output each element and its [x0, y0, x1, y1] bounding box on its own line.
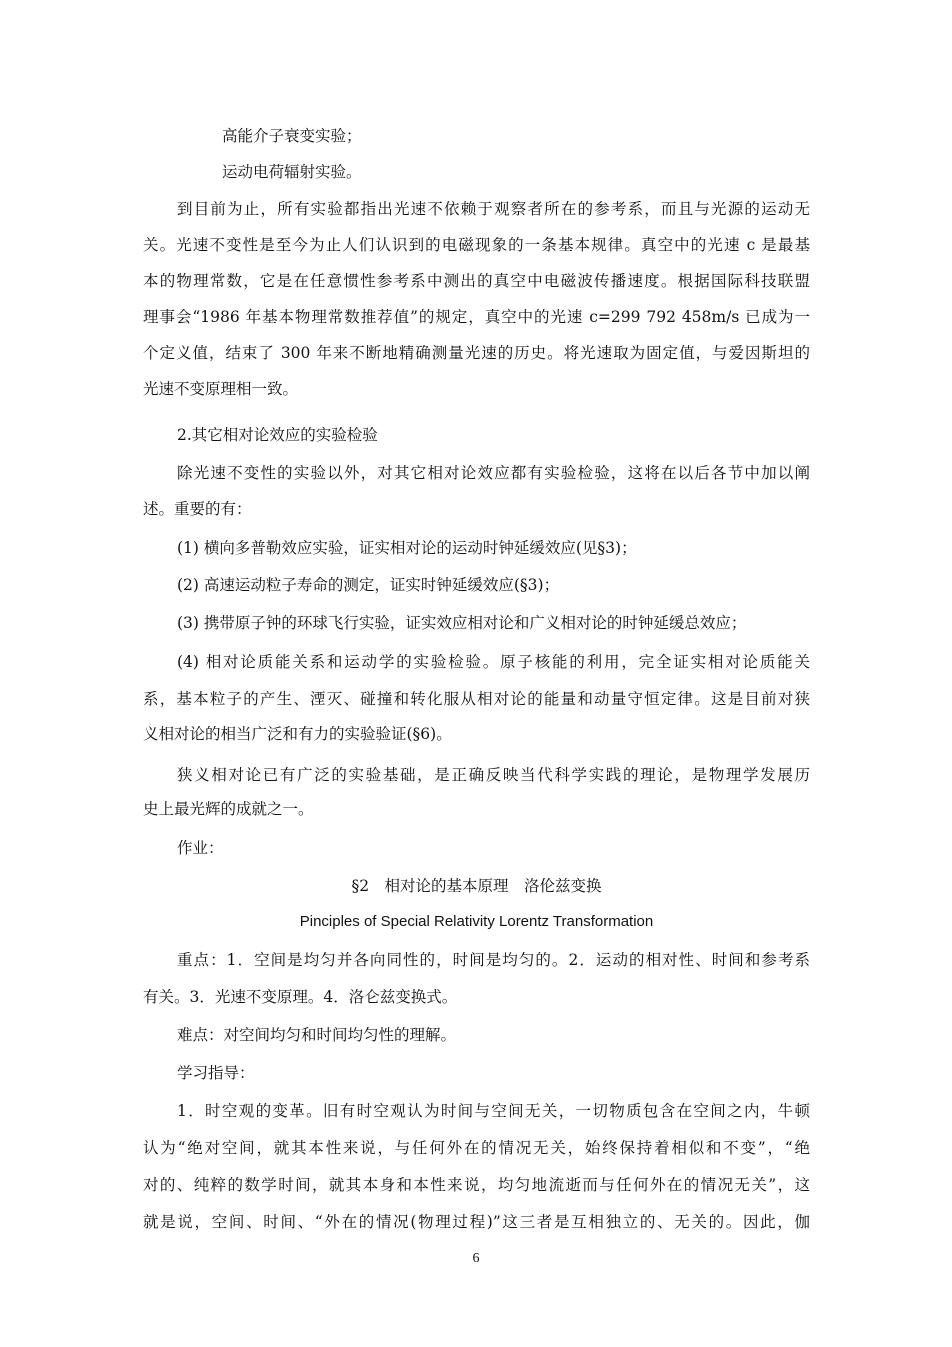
- text-line: 对的、纯粹的数学时间，就其本身和本性来说，均匀地流逝而与任何外在的情况无关”，这: [143, 1176, 810, 1194]
- paragraph-summary: [143, 765, 810, 785]
- text-line: 系，基本粒子的产生、湮灭、碰撞和转化服从相对论的能量和动量守恒定律。这是目前对狭: [143, 690, 810, 708]
- text-line: 述。重要的有：: [143, 500, 252, 518]
- text-line: 狭义相对论已有广泛的实验基础，是正确反映当代科学实践的理论，是物理学发展历: [177, 766, 810, 784]
- list-item-1: (1) 横向多普勒效应实验，证实相对论的运动时钟延缓效应(见§3)；: [177, 539, 637, 557]
- list-item-4: [143, 652, 810, 709]
- text-line: 本的物理常数，它是在任意惯性参考系中测出的真空中电磁波传播速度。根据国际科技联盟: [143, 272, 810, 290]
- section-title: §2 相对论的基本原理 洛伦兹变换: [351, 877, 602, 895]
- text-line: 史上最光辉的成就之一。: [143, 800, 314, 818]
- text-line: (4) 相对论质能关系和运动学的实验检验。原子核能的利用，完全证实相对论质能关: [177, 653, 810, 671]
- paragraph-light-speed: [143, 199, 810, 379]
- subsection-heading: 2.其它相对论效应的实验检验: [177, 426, 378, 444]
- text-line: 光速不变原理相一致。: [143, 380, 299, 398]
- text-line: 认为“绝对空间，就其本性来说，与任何外在的情况无关，始终保持着相似和不变”，“绝: [143, 1139, 810, 1157]
- text-line: 义相对论的相当广泛和有力的实验验证(§6)。: [143, 725, 452, 743]
- list-item-3: (3) 携带原子钟的环球飞行实验，证实效应相对论和广义相对论的时钟延缓总效应；: [177, 614, 747, 632]
- text-line: 理事会“1986 年基本物理常数推荐值”的规定，真空中的光速 c=299 792 458m/s 已成为一: [143, 308, 810, 326]
- difficulty-line: 难点：对空间均匀和时间均匀性的理解。: [177, 1026, 457, 1044]
- paragraph-spacetime: [143, 1101, 810, 1232]
- list-item-2: (2) 高速运动粒子寿命的测定，证实时钟延缓效应(§3)；: [177, 576, 560, 594]
- text-line: 除光速不变性的实验以外，对其它相对论效应都有实验检验，这将在以后各节中加以阐: [177, 464, 810, 482]
- text-line: 到目前为止，所有实验都指出光速不依赖于观察者所在的参考系，而且与光源的运动无: [177, 200, 810, 218]
- study-guide-label: 学习指导：: [177, 1064, 255, 1082]
- text-line: 重点：1．空间是均匀并各向同性的，时间是均匀的。2．运动的相对性、时间和参考系: [177, 951, 810, 969]
- text-line: 关。光速不变性是至今为止人们认识到的电磁现象的一条基本规律。真空中的光速 c 是最基: [143, 236, 810, 254]
- text-line: 有关。3．光速不变原理。4．洛仑兹变换式。: [143, 988, 458, 1006]
- key-points: [143, 950, 810, 970]
- text-line: 个定义值，结束了 300 年来不断地精确测量光速的历史。将光速取为固定值，与爱因斯坦的: [143, 344, 810, 362]
- page-number: 6: [472, 1251, 480, 1266]
- list-item-charge-radiation: 运动电荷辐射实验。: [222, 163, 362, 181]
- list-item-meson-decay: 高能介子衰变实验；: [222, 127, 362, 145]
- section-title-english: Pinciples of Special Relativity Lorentz Transformation: [299, 913, 654, 930]
- text-line: 就是说，空间、时间、“外在的情况(物理过程)”这三者是互相独立的、无关的。因此，伽: [143, 1213, 810, 1231]
- text-line: 1．时空观的变革。旧有时空观认为时间与空间无关，一切物质包含在空间之内，牛顿: [177, 1102, 810, 1120]
- homework-label: 作业：: [177, 839, 224, 857]
- paragraph-other-effects: [143, 463, 810, 483]
